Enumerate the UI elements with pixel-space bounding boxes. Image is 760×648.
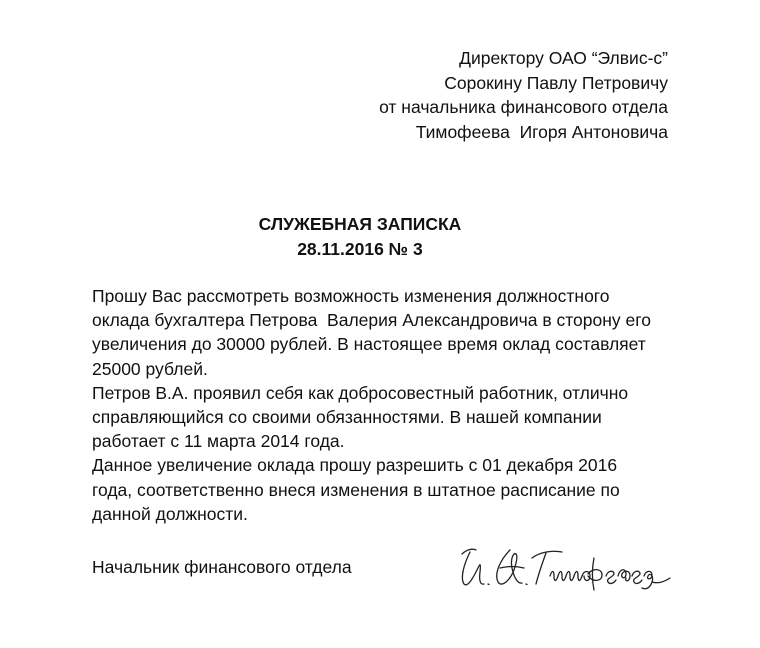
body-line-1: Прошу Вас рассмотреть возможность изменения должностного [92,286,610,306]
body-line-6: справляющийся со своими обязанностями. В нашей компании [92,407,602,428]
addressee-line-4: Тимофеева Игоря Антоновича [415,121,668,142]
addressee-line-1: Директору ОАО “Элвис-с” [459,48,668,68]
signature-label: Начальник финансового отдела [92,557,352,577]
body-line-4: 25000 рублей. [92,358,208,379]
body-line-9: года, соответственно внеся изменения в штатное расписание по [92,479,620,500]
signature-icon [456,538,676,594]
body-line-2: оклада бухгалтера Петрова Валерия Александровича в сторону его [92,310,652,331]
document-title: СЛУЖЕБНАЯ ЗАПИСКА [258,214,462,234]
body-line-10: данной должности. [92,503,248,524]
memo-body [92,284,651,526]
body-line-5: Петров В.А. проявил себя как добросовестный работник, отлично [92,382,629,403]
body-line-7: работает с 11 марта 2014 года. [92,431,345,452]
body-line-3: увеличения до 30000 рублей. В настоящее время оклад составляет [92,334,646,355]
body-line-8: Данное увеличение оклада прошу разрешить с 01 декабря 2016 [92,455,618,476]
handwritten-signature [456,538,676,594]
document-heading [0,212,720,261]
document-date-number: 28.11.2016 № 3 [297,238,423,259]
addressee-block [379,46,668,144]
addressee-line-2: Сорокину Павлу Петровичу [444,72,668,93]
addressee-line-3: от начальника финансового отдела [379,97,668,117]
